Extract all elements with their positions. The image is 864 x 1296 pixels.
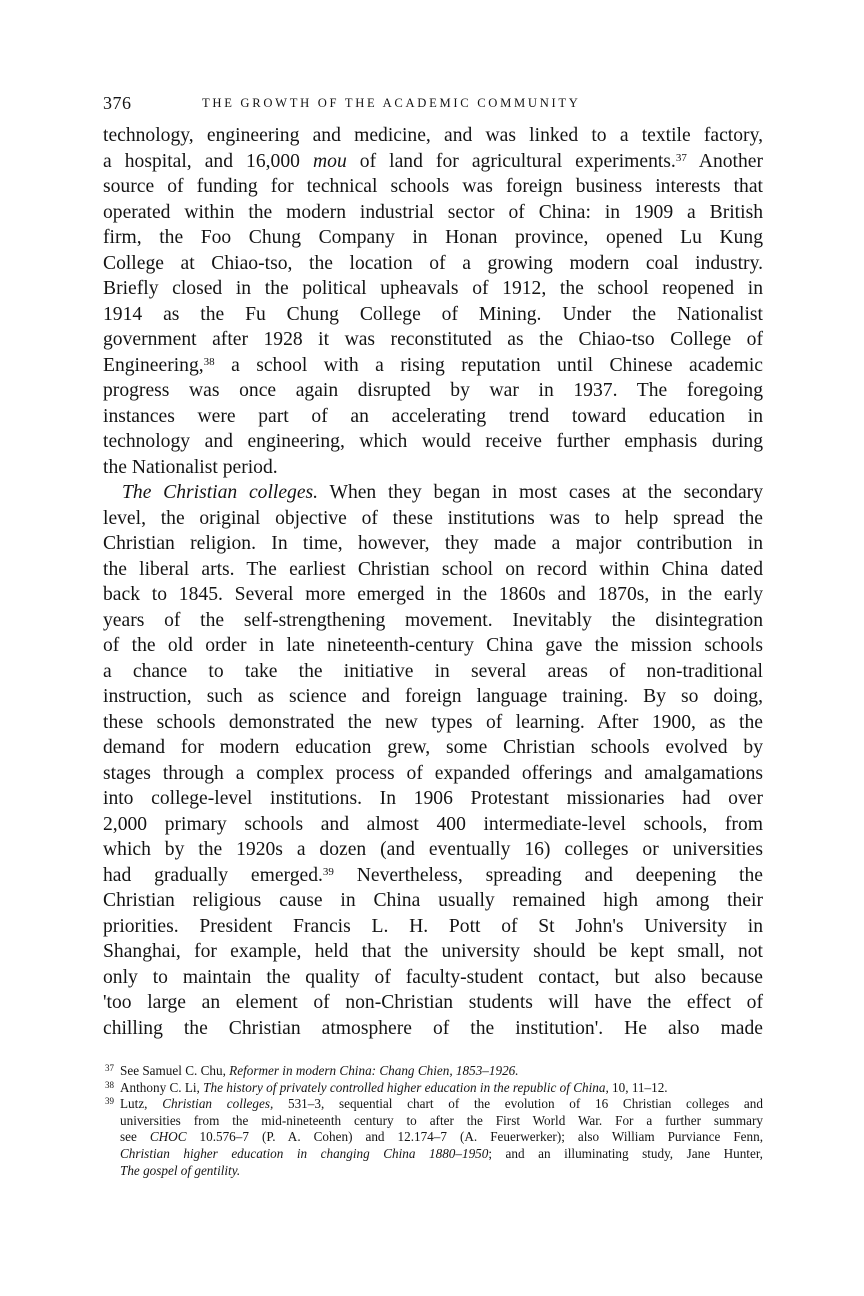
text-line: back to 1845. Several more emerged in the 1860s and 1870s, in the early <box>103 584 763 605</box>
text-line: Christian religion. In time, however, they made a major contribution in <box>103 533 763 554</box>
text-line: technology, engineering and medicine, and was linked to a textile factory, <box>103 125 763 146</box>
text-line: had gradually emerged.$^{39}$ Nevertheless, spreading and deepening the <box>103 864 763 886</box>
text-line: technology and engineering, which would receive further emphasis during <box>103 431 763 452</box>
footnote-37 <box>103 1063 763 1080</box>
text-line: 'too large an element of non-Christian students will have the effect of <box>103 992 763 1013</box>
text-line: firm, the Foo Chung Company in Honan province, opened Lu Kung <box>103 227 763 248</box>
text-line: priorities. President Francis L. H. Pott of St John's University in <box>103 915 763 937</box>
page-header <box>103 90 763 116</box>
footnote-39 <box>103 1096 763 1179</box>
footnotes <box>103 1063 763 1179</box>
text-line: 1914 as the Fu Chung College of Mining. Under the Nationalist <box>103 303 763 325</box>
text-line: a chance to take the initiative in several areas of non-traditional <box>103 660 763 682</box>
footnote-line: See Samuel C. Chu, Reformer in modern China: Chang Chien, 1853–1926. <box>120 1063 519 1078</box>
text-line: demand for modern education grew, some Christian schools evolved by <box>103 737 763 758</box>
footnote-line: The gospel of gentility. <box>120 1162 241 1178</box>
running-head: THE GROWTH OF THE ACADEMIC COMMUNITY <box>202 96 581 110</box>
text-line: Christian religious cause in China usually remained high among their <box>103 890 763 911</box>
text-line: only to maintain the quality of faculty-student contact, but also because <box>103 966 763 988</box>
footnote-line: universities from the mid-nineteenth century to after the First World War. For a further summary <box>120 1112 763 1128</box>
footnote-ref-39: 39 <box>322 865 334 878</box>
footnote-ref-38: 38 <box>203 355 215 368</box>
term-mou: mou <box>313 150 347 172</box>
footnote-ref-37: 37 <box>675 151 687 164</box>
text-line: government after 1928 it was reconstituted as the Chiao-tso College of <box>103 329 763 350</box>
text-line: these schools demonstrated the new types of learning. After 1900, as the <box>103 711 763 733</box>
text-line: level, the original objective of these institutions was to help spread the <box>103 507 763 529</box>
text-line: College at Chiao-tso, the location of a growing modern coal industry. <box>103 252 763 274</box>
text-line: instruction, such as science and foreign language training. By so doing, <box>103 686 763 707</box>
text-line: into college-level institutions. In 1906 Protestant missionaries had over <box>103 788 763 809</box>
text-line: The Christian colleges. When they began in most cases at the secondary <box>122 482 763 503</box>
text-line: stages through a complex process of expanded offerings and amalgamations <box>103 762 763 784</box>
text-line: Briefly closed in the political upheavals of 1912, the school reopened in <box>103 278 763 299</box>
text-line: Shanghai, for example, held that the university should be kept small, not <box>103 941 763 962</box>
text-line: years of the self-strengthening movement. Inevitably the disintegration <box>103 609 763 631</box>
text-line: the Nationalist period. <box>103 456 278 478</box>
footnote-line: Lutz, Christian colleges, 531–3, sequential chart of the evolution of 16 Christian colleges and <box>120 1096 763 1112</box>
body-text <box>103 123 763 1041</box>
footnote-38 <box>103 1080 763 1097</box>
footnote-line: see CHOC 10.576–7 (P. A. Cohen) and 12.174–7 (A. Feuerwerker); also William Purviance Fenn, <box>120 1129 763 1145</box>
footnote-number: 37 <box>105 1063 114 1073</box>
text-line: which by the 1920s a dozen (and eventually 16) colleges or universities <box>103 839 763 860</box>
page-number: 376 <box>103 93 132 113</box>
text-line: of the old order in late nineteenth-century China gave the mission schools <box>103 635 763 656</box>
footnote-line: Christian higher education in changing China 1880–1950; and an illuminating study, Jane Hunter, <box>120 1145 763 1161</box>
text-line: operated within the modern industrial sector of China: in 1909 a British <box>103 201 763 223</box>
text-line: Engineering,$^{38}$ a school with a rising reputation until Chinese academic <box>103 354 763 376</box>
footnote-number: 39 <box>105 1096 114 1107</box>
text-line: 2,000 primary schools and almost 400 intermediate-level schools, from <box>103 813 763 835</box>
text-line: a hospital, and 16,000 mou of land for agricultural experiments.$^{37}$ Another <box>103 150 764 172</box>
footnote-line: Anthony C. Li, The history of privately controlled higher education in the republic of China, 10, 11–12. <box>120 1079 668 1095</box>
text-line: the liberal arts. The earliest Christian school on record within China dated <box>103 558 763 580</box>
text-line: progress was once again disrupted by war in 1937. The foregoing <box>103 380 763 401</box>
text-line: instances were part of an accelerating trend toward education in <box>103 405 763 427</box>
text-line: chilling the Christian atmosphere of the institution'. He also made <box>103 1017 763 1039</box>
footnote-number: 38 <box>105 1079 114 1090</box>
section-heading: The Christian colleges. <box>122 482 319 503</box>
text-line: source of funding for technical schools was foreign business interests that <box>103 176 763 197</box>
